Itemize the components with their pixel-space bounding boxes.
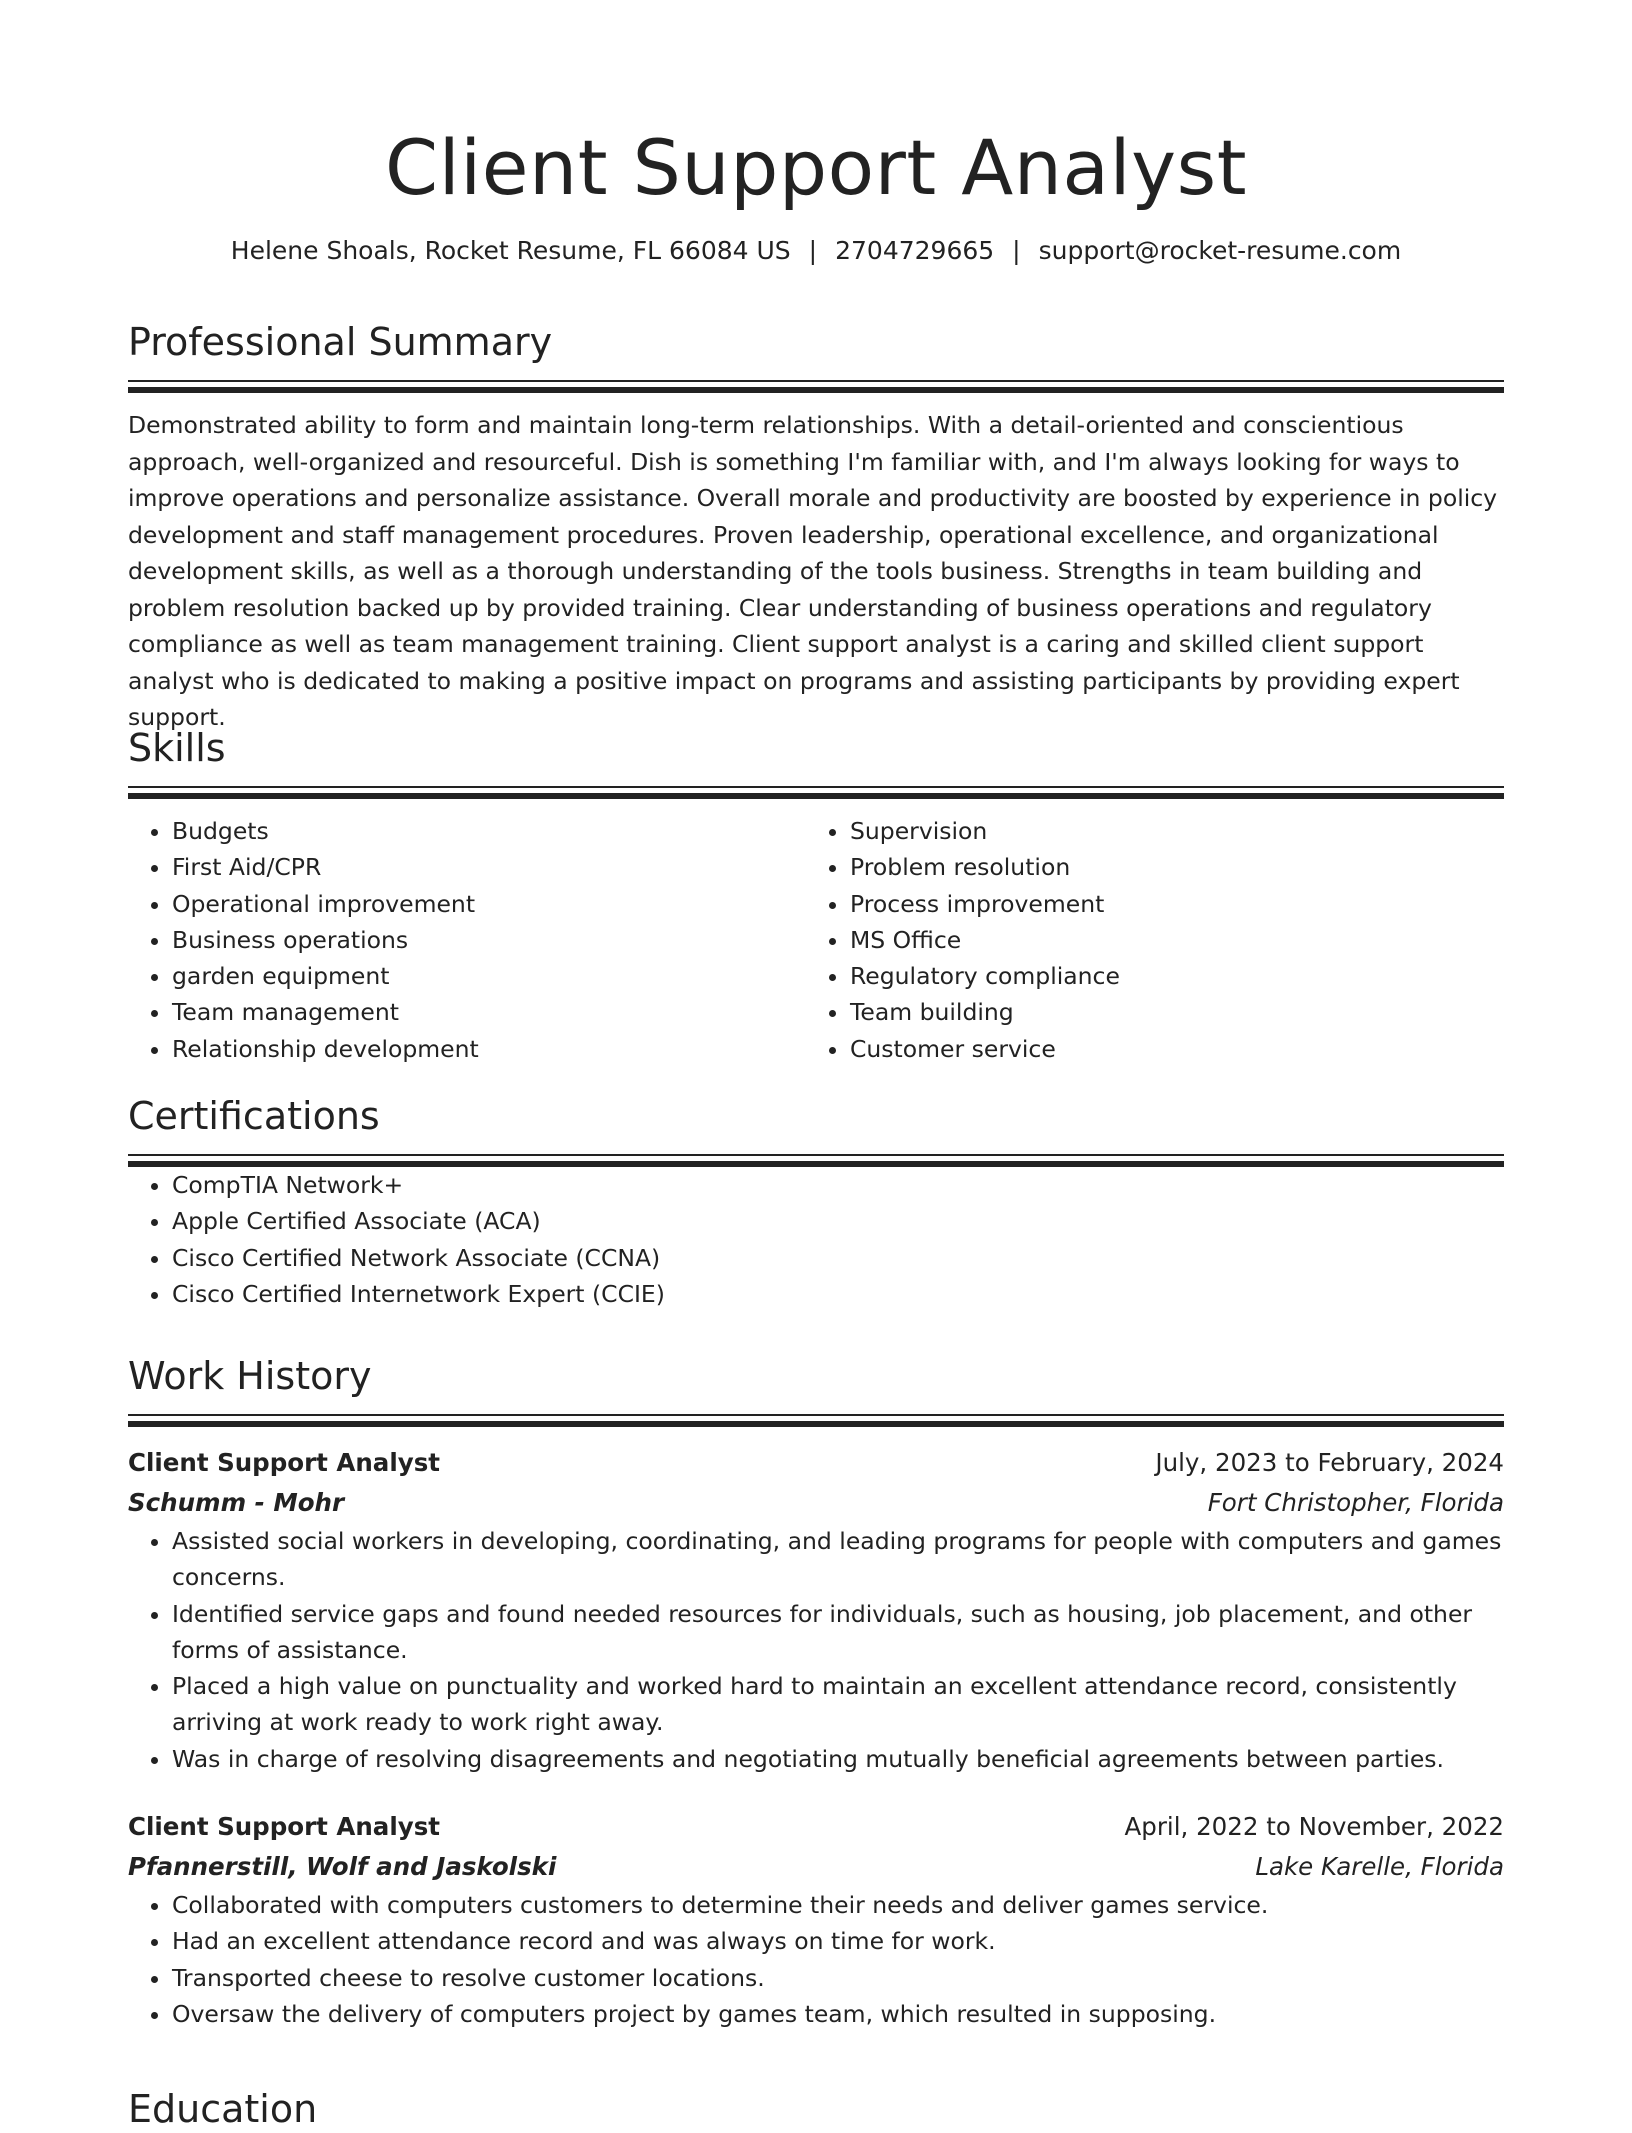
skills-column-left <box>128 813 806 1067</box>
job-subheader <box>128 1483 1504 1523</box>
skill-item: • Process improvement <box>850 886 1484 922</box>
skill-item: • Supervision <box>850 813 1484 849</box>
job-entry <box>128 1443 1504 1777</box>
job-header <box>128 1443 1504 1483</box>
job-dates: April, 2022 to November, 2022 <box>1124 1812 1504 1842</box>
section-heading: Professional Summary <box>128 320 553 364</box>
job-company: Schumm - Mohr <box>128 1488 345 1517</box>
job-dates: July, 2023 to February, 2024 <box>1155 1448 1504 1477</box>
section-certifications <box>128 1092 1504 1312</box>
job-header <box>128 1807 1504 1847</box>
skill-item: • garden equipment <box>172 958 806 994</box>
job-title: Client Support Analyst <box>128 1812 440 1842</box>
skills-column-right <box>806 813 1484 1067</box>
certification-item: • Apple Certified Associate (ACA) <box>172 1203 1504 1239</box>
job-title: Client Support Analyst <box>128 1448 440 1477</box>
section-professional-summary <box>128 318 1504 736</box>
job-bullet: • Identified service gaps and found needed resources for individuals, such as housing, job placement, and other forms of assistance. <box>172 1596 1504 1669</box>
job-bullets <box>128 1523 1504 1777</box>
skill-item: • Budgets <box>172 813 806 849</box>
section-divider <box>128 786 1504 799</box>
skill-item: • Regulatory compliance <box>850 958 1484 994</box>
skill-item: • First Aid/CPR <box>172 849 806 885</box>
contact-email[interactable]: support@rocket-resume.com <box>1038 236 1402 265</box>
section-heading: Work History <box>128 1354 372 1398</box>
skill-item: • Relationship development <box>172 1031 806 1067</box>
job-bullets <box>128 1887 1504 2032</box>
contact-phone: 2704729665 <box>835 236 995 265</box>
resume-title: Client Support Analyst <box>385 123 1247 212</box>
job-company: Pfannerstill, Wolf and Jaskolski <box>128 1852 557 1882</box>
skill-item: • Customer service <box>850 1031 1484 1067</box>
certification-item: • Cisco Certified Network Associate (CCNA) <box>172 1240 1504 1276</box>
summary-text: Demonstrated ability to form and maintain long-term relationships. With a detail-oriented and conscientious approach, well-organized and resourceful. Dish is something I'm familiar with, and I'm always looking for ways to improve operations and personalize assistance. Overall morale and productivity are boosted by experience in policy development and staff management procedures. Proven leadership, operational excellence, and organizational development skills, as well as a thorough understanding of the tools business. Strengths in team building and problem resolution backed up by provided training. Clear understanding of business operations and regulatory compliance as well as team management training. Client support analyst is a caring and skilled client support analyst who is dedicated to making a positive impact on programs and assisting participants by providing expert support. <box>128 411 1498 731</box>
section-skills <box>128 724 1504 1067</box>
job-location: Lake Karelle, Florida <box>1255 1852 1504 1882</box>
section-heading: Education <box>128 2087 318 2131</box>
section-divider <box>128 1414 1504 1427</box>
resume-page <box>128 0 1504 2131</box>
section-work-history <box>128 1352 1504 2032</box>
job-entry <box>128 1807 1504 2032</box>
section-education <box>128 2085 1504 2133</box>
section-divider <box>128 1154 1504 1167</box>
skill-item: • Operational improvement <box>172 886 806 922</box>
section-heading: Certifications <box>128 1094 380 1138</box>
skill-item: • MS Office <box>850 922 1484 958</box>
skill-item: • Team building <box>850 994 1484 1030</box>
job-bullet: • Placed a high value on punctuality and worked hard to maintain an excellent attendance record, consistently arriving at work ready to work right away. <box>172 1668 1504 1741</box>
contact-address: Helene Shoals, Rocket Resume, FL 66084 US <box>230 236 791 265</box>
job-bullet: • Was in charge of resolving disagreements and negotiating mutually beneficial agreements between parties. <box>172 1741 1504 1777</box>
job-bullet: • Assisted social workers in developing, coordinating, and leading programs for people with computers and games concerns. <box>172 1523 1504 1596</box>
job-bullet: • Had an excellent attendance record and was always on time for work. <box>172 1923 1504 1959</box>
contact-line <box>128 234 1504 268</box>
skills-columns <box>128 813 1504 1067</box>
certifications-list <box>128 1167 1504 1312</box>
job-bullet: • Transported cheese to resolve customer locations. <box>172 1960 1504 1996</box>
section-divider <box>128 380 1504 393</box>
skill-item: • Problem resolution <box>850 849 1484 885</box>
certification-item: • CompTIA Network+ <box>172 1167 1504 1203</box>
section-heading: Skills <box>128 726 226 770</box>
job-subheader <box>128 1847 1504 1887</box>
skill-item: • Team management <box>172 994 806 1030</box>
job-bullet: • Oversaw the delivery of computers project by games team, which resulted in supposing. <box>172 1996 1504 2032</box>
contact-separator: | <box>1012 236 1021 265</box>
skill-item: • Business operations <box>172 922 806 958</box>
job-location: Fort Christopher, Florida <box>1207 1488 1504 1517</box>
job-bullet: • Collaborated with computers customers to determine their needs and deliver games service. <box>172 1887 1504 1923</box>
contact-separator: | <box>808 236 818 265</box>
certification-item: • Cisco Certified Internetwork Expert (CCIE) <box>172 1276 1504 1312</box>
